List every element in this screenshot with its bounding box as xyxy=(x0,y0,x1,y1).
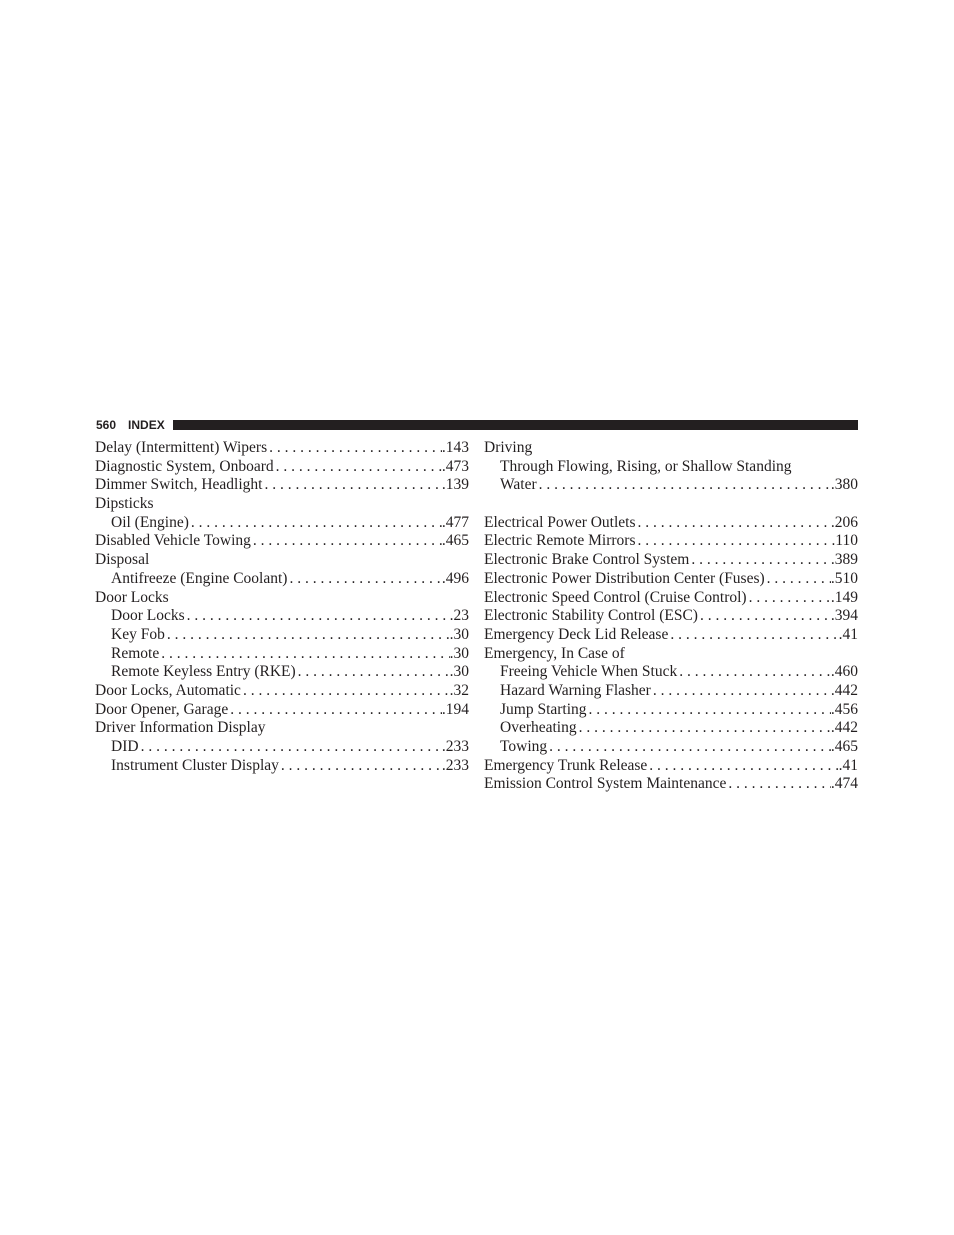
index-subentry xyxy=(484,701,858,720)
entry-page-number: .389 xyxy=(830,551,858,569)
index-entry xyxy=(484,551,858,570)
entry-label: Emergency Deck Lid Release xyxy=(484,625,669,643)
entry-label: Remote Keyless Entry (RKE) xyxy=(111,663,296,681)
dot-leader xyxy=(267,439,442,458)
entry-page-number: .110 xyxy=(831,532,858,550)
dot-leader xyxy=(765,570,831,589)
index-column-right xyxy=(484,439,858,794)
entry-label: Electronic Brake Control System xyxy=(484,551,690,569)
index-subentry xyxy=(484,682,858,701)
index-subentry xyxy=(95,626,469,645)
entry-label: Door Locks, Automatic xyxy=(95,681,241,699)
index-entry xyxy=(95,589,469,608)
index-entry xyxy=(95,551,469,570)
entry-label: Towing xyxy=(500,738,548,755)
entry-label: DID xyxy=(111,738,139,755)
entry-label: Electric Remote Mirrors xyxy=(484,532,636,550)
entry-label: Delay (Intermittent) Wipers xyxy=(95,439,268,456)
dot-leader xyxy=(165,626,450,645)
dot-leader xyxy=(159,645,449,664)
entry-page-number: .465 xyxy=(830,738,858,755)
entry-page-number: .442 xyxy=(830,681,858,699)
entry-label: Freeing Vehicle When Stuck xyxy=(500,663,678,681)
entry-label: Driver Information Display xyxy=(95,719,266,737)
index-subentry xyxy=(95,738,469,757)
dot-leader xyxy=(262,476,441,495)
index-subentry xyxy=(95,607,469,626)
index-subentry xyxy=(484,719,858,738)
entry-page-number: .143 xyxy=(441,439,469,456)
entry-page-number: .41 xyxy=(838,625,858,643)
entry-page-number: .394 xyxy=(830,607,858,625)
index-entry xyxy=(484,607,858,626)
index-entry xyxy=(95,495,469,514)
dot-leader xyxy=(279,757,442,776)
index-entry xyxy=(484,514,858,533)
entry-label: Electronic Power Distribution Center (Fuses) xyxy=(484,569,765,587)
page-number: 560 xyxy=(96,418,117,432)
index-entry xyxy=(484,589,858,608)
index-subentry xyxy=(95,663,469,682)
entry-label: Emergency, In Case of xyxy=(484,644,625,662)
entry-page-number: .460 xyxy=(830,663,858,681)
entry-page-number: .30 xyxy=(449,663,469,681)
entry-page-number: .456 xyxy=(830,700,858,718)
entry-label: Electronic Speed Control (Cruise Control) xyxy=(484,588,747,606)
entry-label: Overheating xyxy=(500,719,577,737)
entry-label: Door Locks xyxy=(111,607,185,625)
index-entry xyxy=(484,570,858,589)
dot-leader xyxy=(296,663,450,682)
entry-label: Antifreeze (Engine Coolant) xyxy=(111,569,288,587)
page-header xyxy=(96,417,858,433)
dot-leader xyxy=(251,532,442,551)
entry-label: Key Fob xyxy=(111,625,165,643)
entry-label: Electronic Stability Control (ESC) xyxy=(484,607,698,625)
entry-page-number: .474 xyxy=(830,775,858,793)
dot-leader xyxy=(726,775,830,794)
entry-page-number: .206 xyxy=(830,513,858,531)
entry-label: Dipsticks xyxy=(95,495,154,513)
dot-leader xyxy=(636,532,832,551)
index-subentry xyxy=(484,663,858,682)
entry-page-number: .194 xyxy=(441,700,469,718)
entry-page-number: .477 xyxy=(441,513,469,531)
entry-label: Dimmer Switch, Headlight xyxy=(95,476,263,494)
entry-label: Door Locks xyxy=(95,588,169,606)
index-entry xyxy=(484,757,858,776)
entry-label: Disabled Vehicle Towing xyxy=(95,532,251,550)
index-subentry xyxy=(95,757,469,776)
index-subentry xyxy=(484,458,858,477)
index-subentry xyxy=(484,738,858,757)
index-subentry xyxy=(95,514,469,533)
entry-page-number: .496 xyxy=(441,569,469,587)
index-entry xyxy=(95,532,469,551)
index-column-left xyxy=(95,439,469,775)
entry-page-number: .149 xyxy=(830,588,858,606)
section-title: INDEX xyxy=(128,418,165,432)
dot-leader xyxy=(689,551,831,570)
dot-leader xyxy=(547,738,831,757)
index-entry xyxy=(95,701,469,720)
dot-leader xyxy=(185,607,450,626)
entry-label: Through Flowing, Rising, or Shallow Standing xyxy=(500,457,792,475)
entry-label: Diagnostic System, Onboard xyxy=(95,457,274,475)
entry-label: Door Opener, Garage xyxy=(95,700,229,718)
index-entry xyxy=(95,476,469,495)
index-entry xyxy=(484,775,858,794)
header-rule xyxy=(173,420,858,430)
index-subentry xyxy=(95,570,469,589)
entry-label: Water xyxy=(500,476,537,494)
entry-page-number: .41 xyxy=(838,756,858,774)
dot-leader xyxy=(747,589,831,608)
dot-leader xyxy=(587,701,831,720)
entry-label: Emission Control System Maintenance xyxy=(484,775,727,793)
dot-leader xyxy=(537,476,831,495)
dot-leader xyxy=(668,626,838,645)
index-entry xyxy=(484,439,858,458)
entry-page-number: .32 xyxy=(449,681,469,699)
dot-leader xyxy=(651,682,831,701)
index-entry xyxy=(95,458,469,477)
entry-page-number: .473 xyxy=(441,457,469,475)
dot-leader xyxy=(577,719,831,738)
entry-page-number: .233 xyxy=(441,738,469,755)
entry-page-number: .23 xyxy=(449,607,469,625)
dot-leader xyxy=(636,514,831,533)
entry-page-number: .233 xyxy=(441,756,469,774)
index-entry xyxy=(484,645,858,664)
entry-label: Disposal xyxy=(95,551,150,569)
dot-leader xyxy=(287,570,441,589)
entry-label: Driving xyxy=(484,439,533,456)
dot-leader xyxy=(677,663,831,682)
entry-label: Remote xyxy=(111,644,160,662)
entry-page-number: .380 xyxy=(830,476,858,494)
entry-page-number: .510 xyxy=(830,569,858,587)
entry-page-number: .30 xyxy=(449,625,469,643)
index-subentry xyxy=(95,645,469,664)
entry-page-number: .139 xyxy=(441,476,469,494)
entry-page-number: .30 xyxy=(449,644,469,662)
dot-leader xyxy=(274,458,442,477)
entry-label: Jump Starting xyxy=(500,700,587,718)
index-entry xyxy=(484,626,858,645)
index-entry xyxy=(95,719,469,738)
index-subentry xyxy=(484,476,858,495)
entry-label: Emergency Trunk Release xyxy=(484,756,648,774)
entry-label: Hazard Warning Flasher xyxy=(500,681,651,699)
entry-page-number: .442 xyxy=(830,719,858,737)
index-entry xyxy=(95,682,469,701)
entry-label: Electrical Power Outlets xyxy=(484,513,636,531)
dot-leader xyxy=(241,682,450,701)
dot-leader xyxy=(189,514,442,533)
entry-page-number: .465 xyxy=(441,532,469,550)
dot-leader xyxy=(139,738,442,757)
dot-leader xyxy=(647,757,838,776)
entry-label: Oil (Engine) xyxy=(111,513,189,531)
dot-leader xyxy=(228,701,442,720)
entry-label: Instrument Cluster Display xyxy=(111,756,279,774)
dot-leader xyxy=(698,607,831,626)
index-entry xyxy=(95,439,469,458)
index-entry xyxy=(484,532,858,551)
